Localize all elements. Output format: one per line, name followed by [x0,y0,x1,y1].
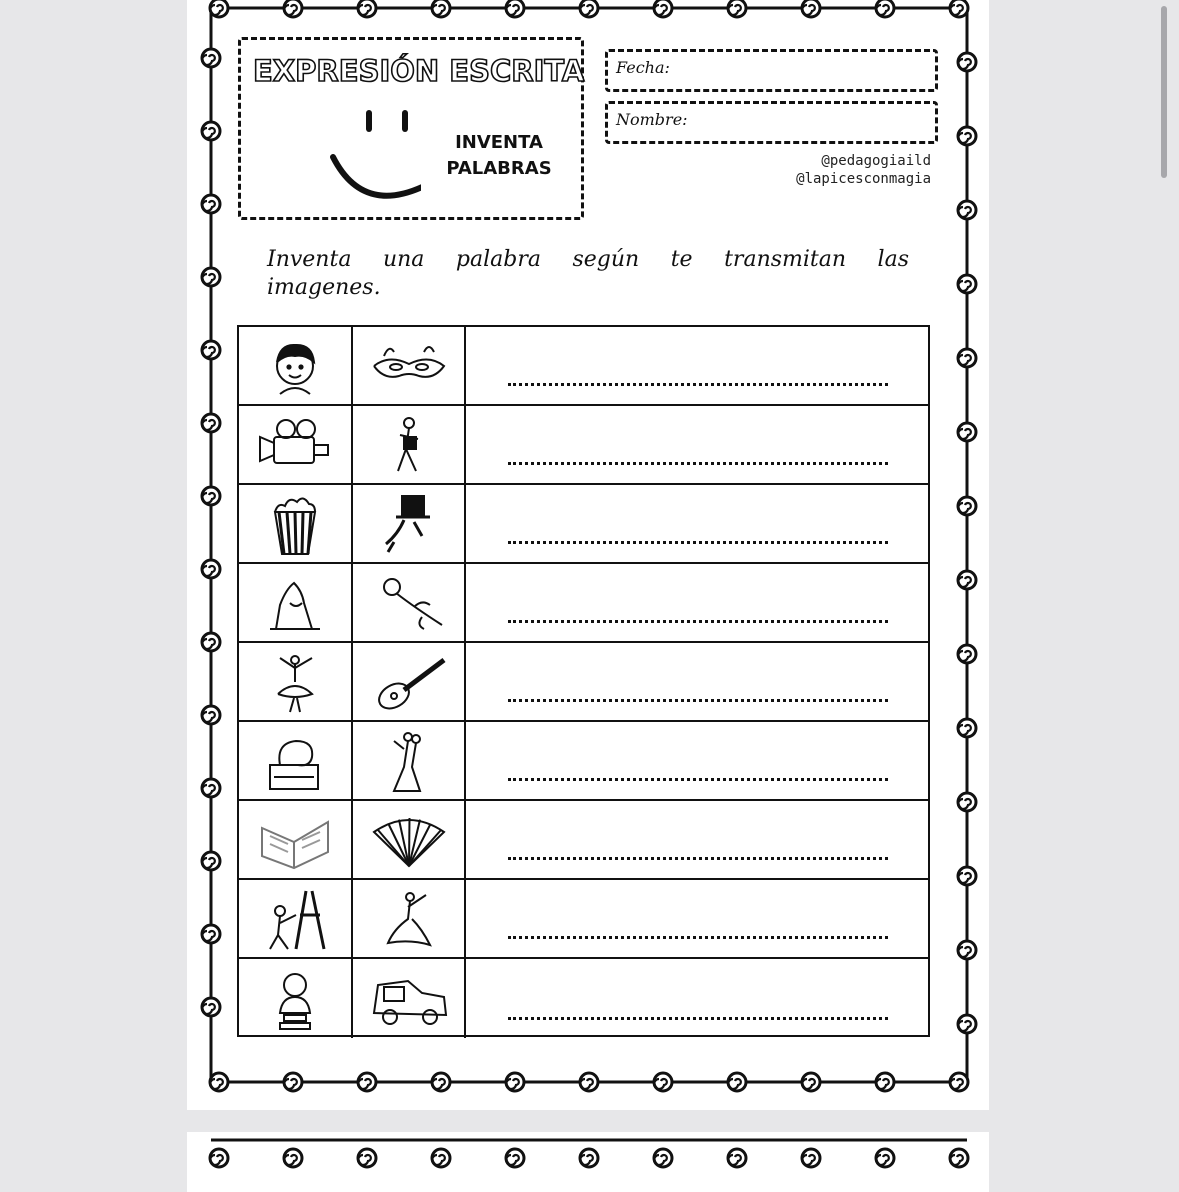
swirl-ornament [950,0,968,17]
answer-dotted-line[interactable] [508,462,888,465]
table-row [239,880,928,959]
answer-cell[interactable] [466,643,928,720]
image-cell-left [239,643,353,720]
swirl-ornament [958,127,976,145]
swirl-ornament [202,487,220,505]
table-row [239,643,928,722]
table-row [239,801,928,880]
lute-icon [364,648,454,716]
swirl-ornament [358,0,376,17]
name-field[interactable] [605,101,938,144]
swirl-ornament [358,1149,376,1167]
swirl-ornament [210,0,228,17]
swirl-ornament [202,706,220,724]
answer-cell[interactable] [466,959,928,1038]
swirl-ornament [958,423,976,441]
hand-fan-icon [364,806,454,874]
swirl-ornament [728,0,746,17]
image-cell-right [353,564,466,641]
credit-pedagogiaild: @pedagogiaild [821,153,931,169]
boy-face-icon [250,332,340,400]
image-cell-left [239,959,353,1038]
swirl-ornament [950,1149,968,1167]
bust-statue-icon [250,965,340,1033]
image-cell-right [353,959,466,1038]
next-page [187,1132,989,1192]
answer-cell[interactable] [466,801,928,878]
image-cell-right [353,327,466,404]
answer-cell[interactable] [466,485,928,562]
instruction-text: Inventa una palabra según te transmitan las imagenes. [267,247,909,300]
swirl-ornament [506,0,524,17]
image-cell-right [353,643,466,720]
date-label: Fecha: [616,58,670,77]
popcorn-icon [250,490,340,558]
image-cell-left [239,880,353,957]
mime-dancers-icon [364,411,454,479]
swirl-ornament [506,1073,524,1091]
swirl-ornament [958,941,976,959]
answer-table [237,325,930,1037]
swirl-ornament [958,497,976,515]
image-cell-left [239,564,353,641]
image-cell-left [239,722,353,799]
image-cell-right [353,406,466,483]
swirl-ornament [958,275,976,293]
ballerina-icon [250,648,340,716]
painter-easel-icon [250,885,340,953]
carnival-mask-icon [364,332,454,400]
answer-dotted-line[interactable] [508,936,888,939]
worksheet-subtitle [439,130,559,182]
swirl-ornament [958,1015,976,1033]
scrollbar-thumb[interactable] [1161,6,1167,178]
name-label: Nombre: [616,110,688,129]
swirl-ornament [876,0,894,17]
swirl-ornament [202,341,220,359]
table-row [239,564,928,643]
swirl-ornament [506,1149,524,1167]
swirl-ornament [202,779,220,797]
swirl-ornament [728,1073,746,1091]
swirl-ornament [202,122,220,140]
swirl-ornament [580,1149,598,1167]
image-cell-right [353,485,466,562]
answer-cell[interactable] [466,327,928,404]
swirl-ornament [580,1073,598,1091]
swirl-ornament [202,560,220,578]
swirl-ornament [210,1149,228,1167]
answer-dotted-line[interactable] [508,699,888,702]
sculpture-group-icon [250,569,340,637]
image-cell-left [239,327,353,404]
subtitle-line-2: PALABRAS [446,158,552,179]
swirl-ornament [654,1073,672,1091]
table-row [239,327,928,406]
swirl-ornament [432,1073,450,1091]
flamenco-dancer-icon [364,885,454,953]
answer-cell[interactable] [466,406,928,483]
swirl-ornament [202,268,220,286]
answer-cell[interactable] [466,564,928,641]
swirl-ornament [654,0,672,17]
swirl-ornament [202,195,220,213]
swirl-ornament [802,0,820,17]
swirl-ornament [950,1073,968,1091]
swirl-ornament [580,0,598,17]
swirl-ornament [202,49,220,67]
worksheet-title: EXPRESIÓN ESCRITA [253,54,585,88]
rose-icon [364,569,454,637]
swirl-ornament [210,1073,228,1091]
swirl-ornament [958,571,976,589]
table-row [239,485,928,564]
swirl-ornament [876,1073,894,1091]
swirl-ornament [202,633,220,651]
answer-dotted-line[interactable] [508,778,888,781]
swirl-ornament [958,53,976,71]
swirl-ornament [654,1149,672,1167]
answer-cell[interactable] [466,880,928,957]
image-cell-right [353,880,466,957]
swirl-ornament [958,793,976,811]
swirl-ornament [802,1073,820,1091]
table-row [239,406,928,485]
answer-dotted-line[interactable] [508,383,888,386]
swirl-ornament [958,867,976,885]
answer-cell[interactable] [466,722,928,799]
open-book-icon [250,806,340,874]
swirl-ornament [202,925,220,943]
swirl-ornament [958,201,976,219]
image-cell-right [353,801,466,878]
vertical-scrollbar[interactable] [1158,0,1170,1179]
swirl-ornament [202,852,220,870]
swirl-ornament [958,645,976,663]
swirl-ornament [876,1149,894,1167]
film-projector-icon [250,411,340,479]
dancing-couple-icon [364,727,454,795]
swirl-ornament [202,998,220,1016]
image-cell-left [239,485,353,562]
worksheet-page [187,0,989,1110]
swirl-ornament [358,1073,376,1091]
top-hat-magic-icon [364,490,454,558]
answer-dotted-line[interactable] [508,541,888,544]
swirl-ornament [432,0,450,17]
swirl-ornament [802,1149,820,1167]
answer-dotted-line[interactable] [508,1017,888,1020]
swirl-ornament [958,349,976,367]
vintage-car-icon [364,965,454,1033]
gramophone-box-icon [250,727,340,795]
credit-lapicesconmagia: @lapicesconmagia [796,171,931,187]
smiley-face-icon [281,102,421,212]
image-cell-right [353,722,466,799]
title-card [238,37,584,220]
table-row [239,959,928,1038]
swirl-ornament [432,1149,450,1167]
answer-dotted-line[interactable] [508,857,888,860]
answer-dotted-line[interactable] [508,620,888,623]
date-field[interactable] [605,49,938,92]
swirl-ornament [202,414,220,432]
swirl-ornament [958,719,976,737]
subtitle-line-1: INVENTA [455,132,543,153]
image-cell-left [239,801,353,878]
decorative-swirl-border [187,1132,989,1192]
swirl-ornament [284,0,302,17]
swirl-ornament [284,1073,302,1091]
table-row [239,722,928,801]
swirl-ornament [284,1149,302,1167]
swirl-ornament [728,1149,746,1167]
image-cell-left [239,406,353,483]
